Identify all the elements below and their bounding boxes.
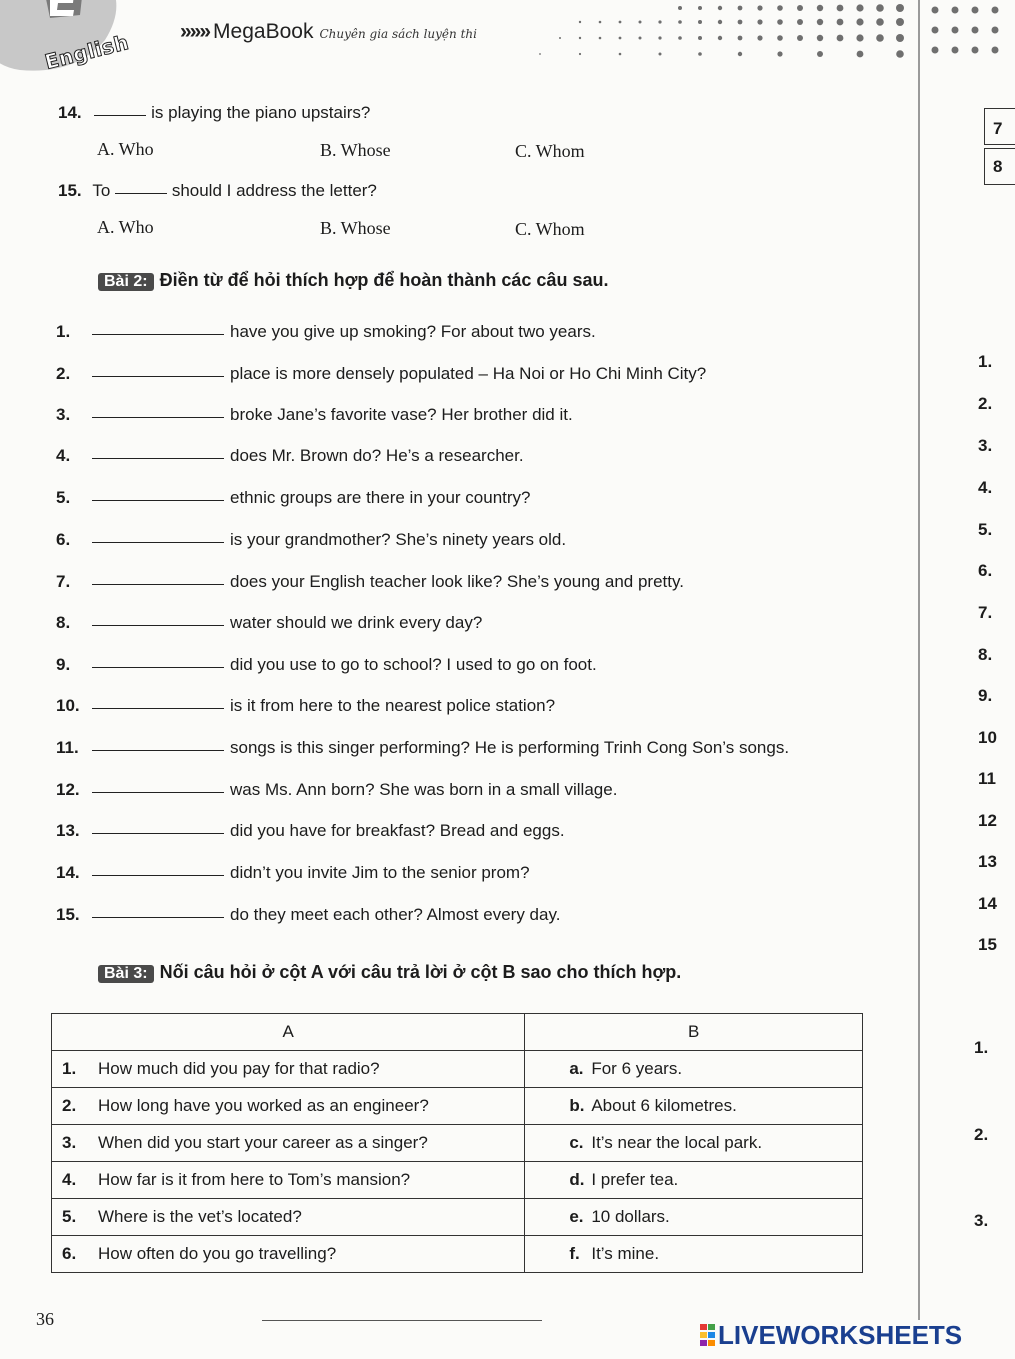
question-cell[interactable] <box>52 1236 525 1273</box>
table-row <box>52 1162 863 1199</box>
question-number: 4. <box>56 446 71 465</box>
margin-number: 15 <box>978 935 997 954</box>
question-text: Where is the vet’s located? <box>98 1207 302 1226</box>
answer-blank[interactable] <box>92 416 224 418</box>
question-number: 3. <box>56 405 71 424</box>
list-item <box>56 322 596 342</box>
margin-number: 4. <box>978 478 993 497</box>
question-number: 12. <box>56 780 80 799</box>
question-number: 1. <box>62 1059 77 1078</box>
answer-cell[interactable] <box>525 1162 863 1199</box>
option-c[interactable]: C. Whom <box>515 141 585 161</box>
margin-number: 3. <box>978 436 993 455</box>
answer-cell[interactable] <box>525 1236 863 1273</box>
section-badge: Bài 3: <box>98 965 154 983</box>
answer-blank[interactable] <box>92 916 224 918</box>
answer-text: About 6 kilometres. <box>591 1096 737 1115</box>
answer-text: I prefer tea. <box>591 1170 679 1189</box>
question-number: 11. <box>56 738 79 757</box>
section-badge: Bài 2: <box>98 273 154 291</box>
list-item <box>56 863 530 883</box>
question-text: does your English teacher look like? She’s young and pretty. <box>230 572 684 591</box>
column-a-header: A <box>52 1014 525 1051</box>
question-cell[interactable] <box>52 1088 525 1125</box>
question-cell[interactable] <box>52 1199 525 1236</box>
question-number: 2. <box>62 1096 77 1115</box>
option-a[interactable]: A. Who <box>97 217 154 237</box>
footer-line <box>262 1320 542 1321</box>
question-text: broke Jane’s favorite vase? Her brother did it. <box>230 405 573 424</box>
answer-cell[interactable] <box>525 1051 863 1088</box>
question-text: How often do you go travelling? <box>98 1244 337 1263</box>
list-item <box>56 572 684 592</box>
mc-question-15 <box>58 181 377 201</box>
question-text: ethnic groups are there in your country? <box>230 488 531 507</box>
list-item <box>56 530 566 550</box>
margin-number: 2. <box>974 1125 989 1144</box>
brand-subtitle: Chuyên gia sách luyện thi <box>319 27 477 41</box>
answer-text: It’s mine. <box>591 1244 660 1263</box>
list-item <box>56 364 706 384</box>
section-title-bai2 <box>98 270 608 291</box>
answer-cell[interactable] <box>525 1199 863 1236</box>
question-text: How long have you worked as an engineer? <box>98 1096 429 1115</box>
margin-box <box>984 148 1015 185</box>
question-text: is playing the piano upstairs? <box>151 103 371 122</box>
answer-letter: b. <box>569 1096 585 1115</box>
watermark-text: LIVEWORKSHEETS <box>718 1320 963 1350</box>
page-number: 36 <box>36 1309 54 1329</box>
margin-number: 9. <box>978 686 993 705</box>
question-number: 7. <box>56 572 71 591</box>
answer-letter: e. <box>569 1207 584 1226</box>
margin-box-number: 8 <box>993 157 1003 176</box>
margin-box <box>984 108 1015 145</box>
answer-blank[interactable] <box>92 541 224 543</box>
answer-cell[interactable] <box>525 1125 863 1162</box>
question-number: 1. <box>56 322 71 341</box>
list-item <box>56 780 617 800</box>
question-text: did you use to go to school? I used to go on foot. <box>230 655 597 674</box>
answer-blank[interactable] <box>92 791 224 793</box>
question-text: songs is this singer performing? He is performing Trinh Cong Son’s songs. <box>230 738 790 757</box>
list-item <box>56 488 531 508</box>
margin-number: 10 <box>978 728 997 747</box>
table-row <box>52 1199 863 1236</box>
brand-title <box>180 20 477 44</box>
question-text: should I address the letter? <box>171 181 377 200</box>
margin-number: 2. <box>978 394 993 413</box>
question-cell[interactable] <box>52 1125 525 1162</box>
question-text: did you have for breakfast? Bread and eggs. <box>230 821 565 840</box>
answer-blank[interactable] <box>92 666 224 668</box>
question-text: place is more densely populated – Ha Noi or Ho Chi Minh City? <box>230 364 707 383</box>
liveworksheets-logo-icon <box>700 1322 716 1348</box>
answer-blank[interactable] <box>94 114 146 116</box>
logo-text: English <box>42 30 132 74</box>
question-cell[interactable] <box>52 1162 525 1199</box>
table-row <box>52 1236 863 1273</box>
question-number: 2. <box>56 364 71 383</box>
list-item <box>56 738 789 758</box>
question-number: 14. <box>56 863 80 882</box>
question-number: 4. <box>62 1170 77 1189</box>
question-text: didn’t you invite Jim to the senior prom? <box>230 863 530 882</box>
question-text: is your grandmother? She’s ninety years old. <box>230 530 567 549</box>
section-instruction: Nối câu hỏi ở cột A với câu trả lời ở cột B sao cho thích hợp. <box>159 962 682 982</box>
margin-number: 12 <box>978 811 997 830</box>
brand-name: MegaBook <box>213 20 314 43</box>
margin-number: 7. <box>978 603 993 622</box>
mc-question-14 <box>58 103 370 123</box>
question-text: When did you start your career as a singer? <box>98 1133 428 1152</box>
section-title-bai3 <box>98 962 681 983</box>
question-number: 5. <box>56 488 71 507</box>
question-text: is it from here to the nearest police station? <box>230 696 556 715</box>
margin-box-number: 7 <box>993 119 1003 138</box>
answer-blank[interactable] <box>92 375 224 377</box>
question-number: 15. <box>56 905 80 924</box>
margin-number: 11 <box>978 769 996 788</box>
option-b[interactable]: B. Whose <box>320 218 391 238</box>
liveworksheets-watermark <box>700 1320 962 1351</box>
question-number: 8. <box>56 613 71 632</box>
question-text: How much did you pay for that radio? <box>98 1059 380 1078</box>
question-text: have you give up smoking? For about two years. <box>230 322 596 341</box>
question-cell[interactable] <box>52 1051 525 1088</box>
column-b-header: B <box>525 1014 863 1051</box>
question-text: water should we drink every day? <box>230 613 483 632</box>
question-number: 6. <box>56 530 71 549</box>
list-item <box>56 696 555 716</box>
margin-number: 1. <box>974 1038 989 1057</box>
table-row <box>52 1125 863 1162</box>
brand-arrows-icon: »»» <box>180 20 210 43</box>
answer-blank[interactable] <box>92 624 224 626</box>
margin-number: 13 <box>978 852 997 871</box>
question-number: 13. <box>56 821 80 840</box>
option-a[interactable]: A. Who <box>97 139 154 159</box>
list-item <box>56 446 524 466</box>
margin-number: 8. <box>978 645 993 664</box>
question-number: 6. <box>62 1244 77 1263</box>
margin-number: 1. <box>978 352 993 371</box>
table-header-row <box>52 1014 863 1051</box>
question-text: does Mr. Brown do? He’s a researcher. <box>230 446 524 465</box>
answer-text: It’s near the local park. <box>591 1133 763 1152</box>
list-item <box>56 905 560 925</box>
section-instruction: Điền từ để hỏi thích hợp để hoàn thành các câu sau. <box>159 270 609 290</box>
question-number: 5. <box>62 1207 77 1226</box>
margin-number: 14 <box>978 894 997 913</box>
answer-blank[interactable] <box>115 192 167 194</box>
answer-letter: a. <box>569 1059 584 1078</box>
answer-blank[interactable] <box>92 874 224 876</box>
margin-number: 5. <box>978 520 993 539</box>
question-prefix: To <box>92 181 111 200</box>
answer-blank[interactable] <box>92 707 224 709</box>
option-c[interactable]: C. Whom <box>515 219 585 239</box>
list-item <box>56 821 565 841</box>
answer-blank[interactable] <box>92 583 224 585</box>
answer-blank[interactable] <box>92 499 224 501</box>
answer-blank[interactable] <box>92 749 224 751</box>
dot-pattern-icon <box>540 0 1000 80</box>
question-number: 9. <box>56 655 71 674</box>
answer-letter: d. <box>569 1170 585 1189</box>
page-header <box>0 0 1000 90</box>
answer-blank[interactable] <box>92 457 224 459</box>
page-edge-divider <box>918 0 920 1320</box>
question-text: How far is it from here to Tom’s mansion? <box>98 1170 411 1189</box>
table-row <box>52 1051 863 1088</box>
question-number: 14. <box>58 103 82 122</box>
margin-number: 3. <box>974 1211 989 1230</box>
option-b[interactable]: B. Whose <box>320 140 391 160</box>
list-item <box>56 613 482 633</box>
question-number: 15. <box>58 181 82 200</box>
matching-table <box>51 1013 863 1273</box>
answer-text: For 6 years. <box>591 1059 683 1078</box>
answer-blank[interactable] <box>92 333 224 335</box>
question-text: was Ms. Ann born? She was born in a small village. <box>230 780 618 799</box>
list-item <box>56 655 597 675</box>
answer-text: 10 dollars. <box>591 1207 670 1226</box>
question-number: 3. <box>62 1133 77 1152</box>
question-number: 10. <box>56 696 80 715</box>
table-row <box>52 1088 863 1125</box>
question-text: do they meet each other? Almost every day. <box>230 905 561 924</box>
list-item <box>56 405 573 425</box>
answer-letter: c. <box>569 1133 584 1152</box>
answer-blank[interactable] <box>92 832 224 834</box>
margin-number: 6. <box>978 561 993 580</box>
answer-cell[interactable] <box>525 1088 863 1125</box>
answer-letter: f. <box>569 1244 580 1263</box>
